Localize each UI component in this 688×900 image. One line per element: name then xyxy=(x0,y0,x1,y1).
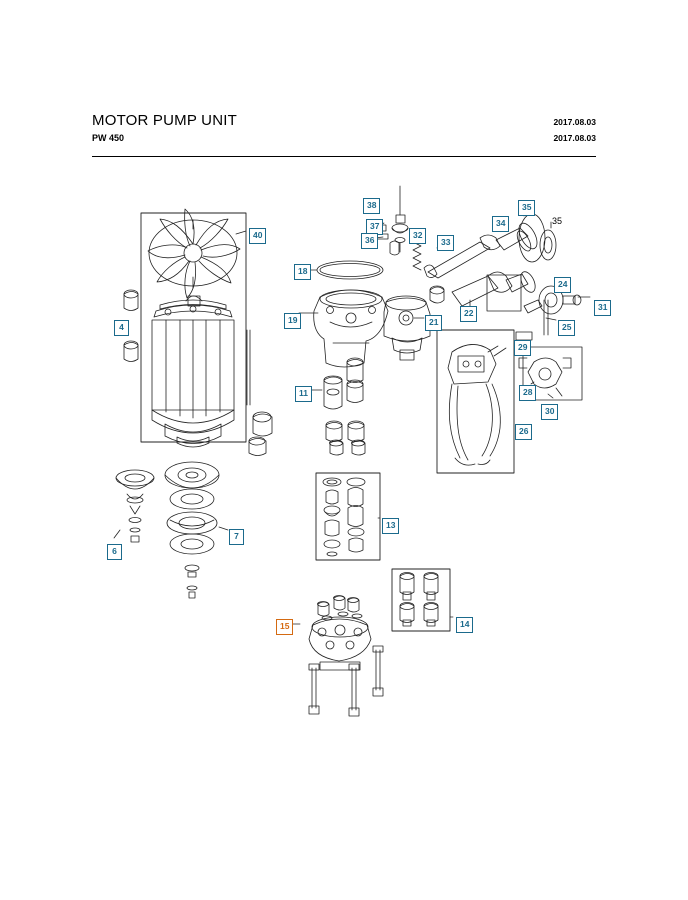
callout-tag-7[interactable]: 7 xyxy=(229,529,244,545)
cooling-fan xyxy=(148,209,240,298)
callout-tag-25[interactable]: 25 xyxy=(558,320,575,336)
callout-tag-18[interactable]: 18 xyxy=(294,264,311,280)
wiring-harness xyxy=(437,330,514,473)
plunger-kit xyxy=(324,358,365,455)
callout-tag-37[interactable]: 37 xyxy=(366,219,383,235)
o-ring-large xyxy=(317,261,383,279)
callout-tag-22[interactable]: 22 xyxy=(460,306,477,322)
model-label: PW 450 xyxy=(92,133,125,143)
callout-tag-31[interactable]: 31 xyxy=(594,300,611,316)
callout-tag-33[interactable]: 33 xyxy=(437,235,454,251)
callout-tag-40[interactable]: 40 xyxy=(249,228,266,244)
callout-tag-30[interactable]: 30 xyxy=(541,404,558,420)
diagram-header xyxy=(92,112,596,143)
shaft-bushing xyxy=(249,412,272,456)
callout-tag-29[interactable]: 29 xyxy=(514,340,531,356)
electric-motor-body xyxy=(152,296,250,447)
callout-tag-36[interactable]: 36 xyxy=(361,233,378,249)
pump-cover-kit xyxy=(165,462,219,598)
date-top: 2017.08.03 xyxy=(553,117,596,127)
header-divider xyxy=(92,156,596,157)
callout-tag-11[interactable]: 11 xyxy=(295,386,312,402)
callout-tag-21[interactable]: 21 xyxy=(425,315,442,331)
callout-tag-32[interactable]: 32 xyxy=(409,228,426,244)
callout-tag-35[interactable]: 35 xyxy=(552,216,563,226)
callout-tag-4[interactable]: 4 xyxy=(114,320,129,336)
callout-tag-24[interactable]: 24 xyxy=(554,277,571,293)
callout-tag-14[interactable]: 14 xyxy=(456,617,473,633)
date-bottom: 2017.08.03 xyxy=(553,133,596,143)
bearing-cap-upper xyxy=(124,290,138,311)
callout-tag-15[interactable]: 15 xyxy=(276,619,293,635)
callout-tag-19[interactable]: 19 xyxy=(284,313,301,329)
callout-tag-13[interactable]: 13 xyxy=(382,518,399,534)
callout-tag-26[interactable]: 26 xyxy=(515,424,532,440)
page-title: MOTOR PUMP UNIT xyxy=(92,112,237,129)
unloader-valve-block xyxy=(384,296,430,360)
valve-kit xyxy=(316,473,380,560)
callout-tag-28[interactable]: 28 xyxy=(519,385,536,401)
callout-tag-6[interactable]: 6 xyxy=(107,544,122,560)
pump-head-assembly xyxy=(309,596,383,717)
pump-housing xyxy=(314,290,388,367)
callout-tag-34[interactable]: 34 xyxy=(492,216,509,232)
bearing-cap-lower xyxy=(124,341,138,362)
callout-tag-35[interactable]: 35 xyxy=(518,200,535,216)
fitting-kit xyxy=(392,569,450,631)
callout-tag-38[interactable]: 38 xyxy=(363,198,380,214)
seal-kit-small xyxy=(116,470,154,542)
